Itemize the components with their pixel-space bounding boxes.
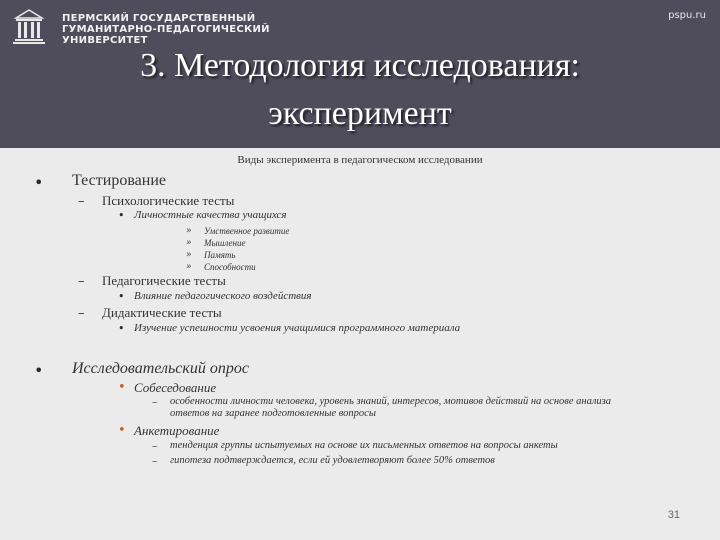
bullet-marker: • bbox=[118, 209, 125, 222]
quality-item: Умственное развитие bbox=[204, 226, 290, 236]
slide-subtitle: Виды эксперимента в педагогическом исследовании bbox=[237, 154, 483, 166]
dash-marker: – bbox=[78, 194, 85, 209]
questionnaire-item: гипотеза подтверждается, если ей удовлетворяют более 50% ответов bbox=[170, 455, 495, 466]
didactic-study-label: Изучение успешности усвоения учащимися программного материала bbox=[134, 322, 461, 334]
dash-marker: – bbox=[152, 455, 158, 467]
dash-marker: – bbox=[152, 396, 158, 408]
quality-item: Мышление bbox=[204, 238, 246, 248]
university-building-icon bbox=[12, 8, 46, 46]
slide-header bbox=[0, 0, 720, 148]
quality-item: Память bbox=[204, 250, 236, 260]
interview-description-line: ответов на заранее подготовленные вопросы bbox=[170, 408, 376, 419]
chevron-marker: » bbox=[186, 238, 192, 248]
bullet-marker: • bbox=[118, 290, 125, 303]
section-heading-testing: Тестирование bbox=[72, 172, 166, 189]
bullet-marker: • bbox=[118, 322, 125, 335]
bullet-marker: • bbox=[118, 423, 126, 438]
questionnaire-item: тенденция группы испытуемых на основе их письменных ответов на вопросы анкеты bbox=[170, 440, 558, 451]
psych-tests-label: Психологические тесты bbox=[102, 193, 235, 208]
quality-item: Способности bbox=[204, 262, 256, 272]
section-heading-survey: Исследовательский опрос bbox=[72, 360, 249, 377]
university-name-line: ПЕРМСКИЙ ГОСУДАРСТВЕННЫЙ bbox=[62, 13, 256, 24]
chevron-marker: » bbox=[186, 226, 192, 236]
slide-title-line: 3. Методология исследования: bbox=[140, 47, 580, 84]
bullet-marker: • bbox=[118, 380, 126, 395]
questionnaire-label: Анкетирование bbox=[134, 423, 220, 438]
dash-marker: – bbox=[152, 440, 158, 452]
chevron-marker: » bbox=[186, 250, 192, 260]
page-number: 31 bbox=[667, 509, 680, 521]
bullet-marker: • bbox=[34, 361, 44, 380]
chevron-marker: » bbox=[186, 262, 192, 272]
site-link[interactable]: pspu.ru bbox=[668, 10, 706, 21]
ped-influence-label: Влияние педагогического воздействия bbox=[134, 290, 312, 302]
dash-marker: – bbox=[78, 306, 85, 321]
dash-marker: – bbox=[78, 274, 85, 289]
university-name-line: ГУМАНИТАРНО-ПЕДАГОГИЧЕСКИЙ bbox=[62, 24, 270, 35]
didactic-tests-label: Дидактические тесты bbox=[102, 305, 222, 320]
bullet-marker: • bbox=[34, 173, 44, 192]
slide-title bbox=[0, 42, 720, 138]
ped-tests-label: Педагогические тесты bbox=[102, 273, 226, 288]
slide-title-line: эксперимент bbox=[268, 95, 452, 132]
interview-label: Собеседование bbox=[134, 380, 217, 395]
interview-description-line: особенности личности человека, уровень знаний, интересов, мотивов действий на основе анализа bbox=[170, 396, 612, 407]
university-name-line: УНИВЕРСИТЕТ bbox=[62, 35, 148, 46]
personal-qualities-label: Личностные качества учащихся bbox=[134, 209, 287, 221]
